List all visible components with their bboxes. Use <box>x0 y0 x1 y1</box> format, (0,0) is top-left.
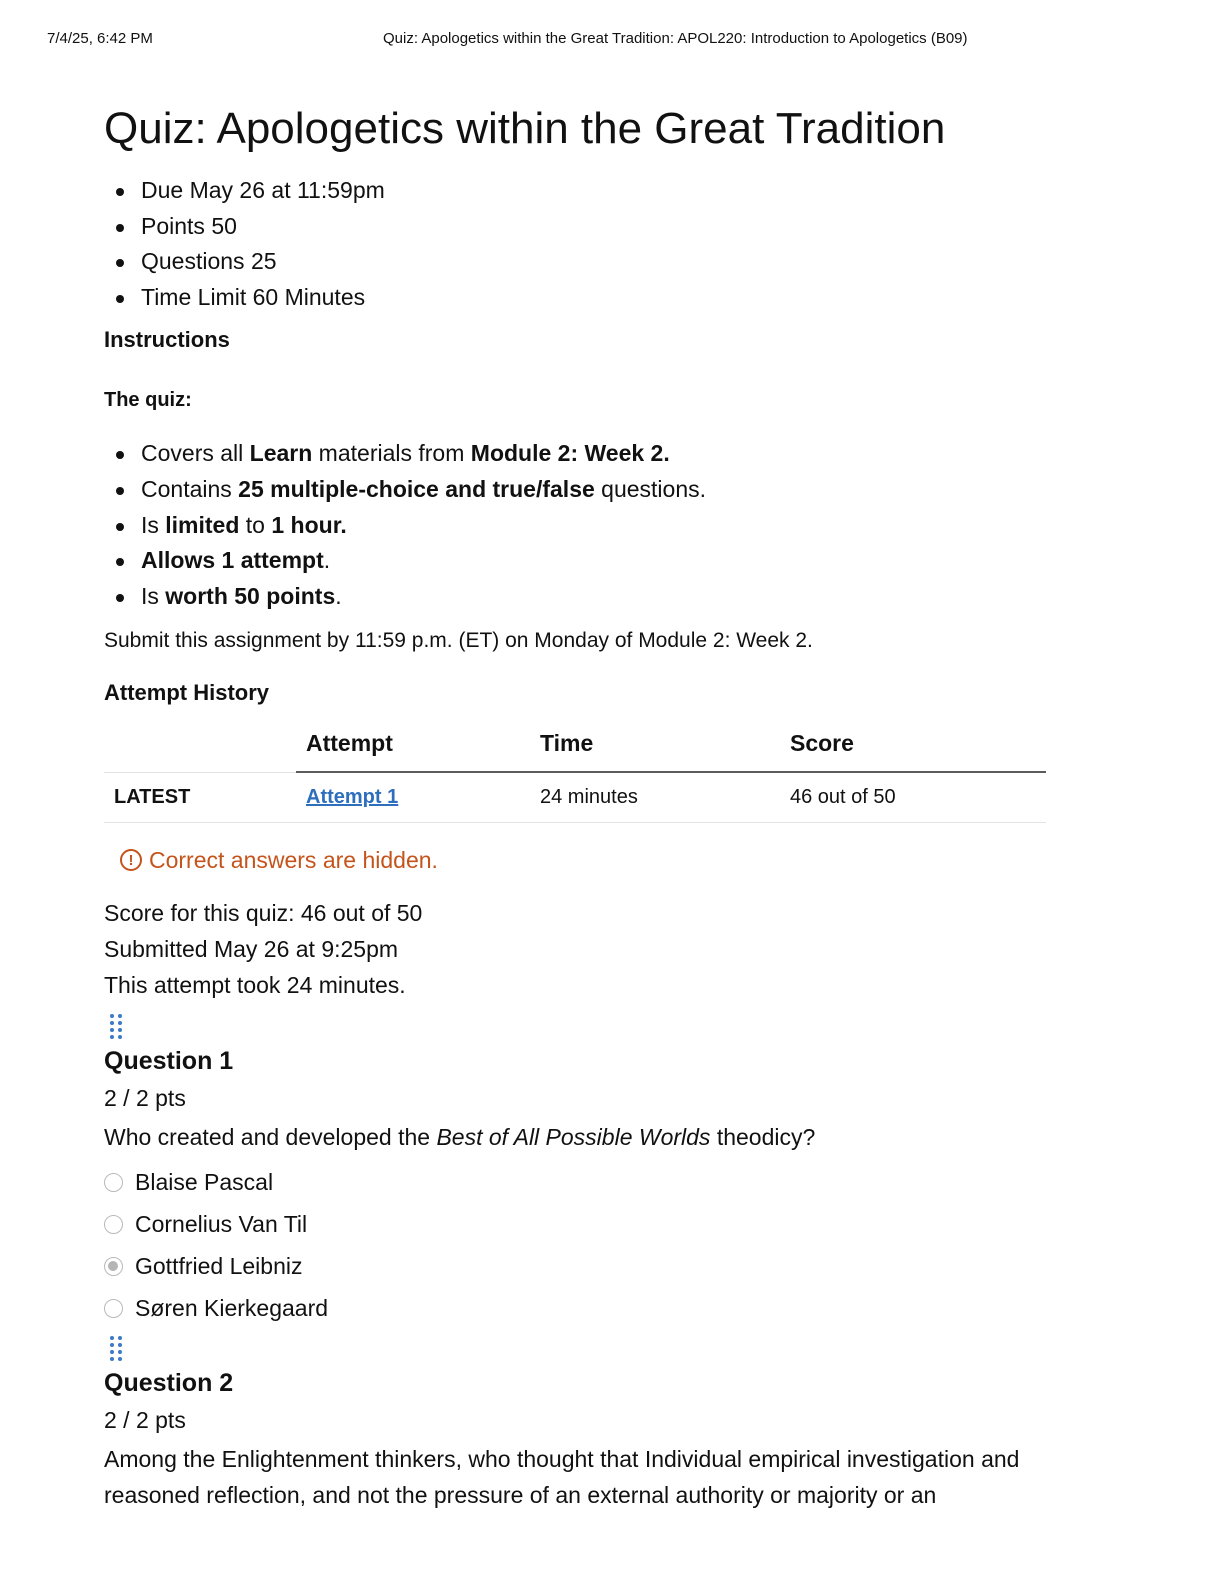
instruction-item <box>104 579 1064 615</box>
instruction-text: materials from <box>312 440 471 467</box>
question-1 <box>104 1045 1064 1329</box>
instruction-text: Contains <box>141 475 239 502</box>
attempt-1-link[interactable]: Attempt 1 <box>306 786 399 809</box>
instructions-heading: Instructions <box>104 327 230 353</box>
drag-handle-icon[interactable] <box>108 1013 124 1039</box>
latest-label: LATEST <box>114 786 191 809</box>
submitted-time: Submitted May 26 at 9:25pm <box>104 935 399 962</box>
quiz-content <box>104 100 1064 1513</box>
instruction-text: Covers all <box>141 440 250 467</box>
drag-handle-icon[interactable] <box>108 1335 124 1361</box>
instruction-item <box>104 543 1064 579</box>
radio-button[interactable] <box>104 1173 123 1192</box>
instruction-bold-text: Module 2: Week 2. <box>470 440 670 467</box>
answer-option[interactable] <box>104 1203 1064 1245</box>
question-text: Among the Enlightenment thinkers, who thought that Individual empirical investigation and reasoned reflection, and not the pressure of an external authority or majority or an <box>104 1446 1020 1509</box>
question-text-part: theodicy? <box>710 1124 816 1151</box>
question-text-italic: Best of All Possible Worlds <box>436 1124 711 1151</box>
page-title: Quiz: Apologetics within the Great Tradition <box>104 104 946 153</box>
instruction-text: Is <box>141 582 166 609</box>
column-header-score: Score <box>790 730 854 757</box>
quiz-rules-heading: The quiz: <box>104 389 192 412</box>
radio-button[interactable] <box>104 1299 123 1318</box>
instructions-list <box>104 436 1064 614</box>
answer-option-selected[interactable] <box>104 1245 1064 1287</box>
instruction-text: . <box>335 582 342 609</box>
answers-hidden-text: Correct answers are hidden. <box>149 847 438 874</box>
instruction-bold-text: Learn <box>249 440 313 467</box>
question-points: 2 / 2 pts <box>104 1085 186 1112</box>
exclamation-circle-icon: ! <box>120 849 142 871</box>
question-count: Questions 25 <box>104 244 1064 280</box>
question-text-part: Who created and developed the <box>104 1124 437 1151</box>
question-2 <box>104 1367 1064 1513</box>
answer-label: Cornelius Van Til <box>135 1211 308 1238</box>
radio-button[interactable] <box>104 1215 123 1234</box>
instruction-text: questions. <box>594 475 707 502</box>
attempt-score: 46 out of 50 <box>790 786 896 809</box>
answer-option[interactable] <box>104 1287 1064 1329</box>
question-title: Question 2 <box>104 1369 234 1398</box>
question-title: Question 1 <box>104 1047 234 1076</box>
instruction-bold-text: 25 multiple-choice and true/false <box>238 475 595 502</box>
instruction-text: . <box>323 547 331 574</box>
radio-button-selected[interactable] <box>104 1257 123 1276</box>
column-header-attempt: Attempt <box>306 730 393 757</box>
table-header-divider <box>296 771 1046 773</box>
due-date: Due May 26 at 11:59pm <box>104 173 1064 209</box>
print-header <box>47 30 1184 50</box>
instruction-bold-text: limited <box>165 511 240 538</box>
instruction-text: to <box>239 511 272 538</box>
question-text <box>104 1119 1064 1155</box>
answers-hidden-notice <box>120 844 1064 876</box>
instruction-item <box>104 472 1064 508</box>
answer-option[interactable] <box>104 1161 1064 1203</box>
instruction-item <box>104 436 1064 472</box>
attempt-duration: This attempt took 24 minutes. <box>104 971 406 998</box>
instruction-text: Is <box>141 511 166 538</box>
table-divider <box>104 772 296 773</box>
attempt-summary <box>104 896 1064 1003</box>
table-bottom-divider <box>104 822 1046 823</box>
instruction-bold-text: Allows 1 attempt <box>141 547 324 574</box>
attempt-history-heading: Attempt History <box>104 680 270 706</box>
submit-note: Submit this assignment by 11:59 p.m. (ET) on Monday of Module 2: Week 2. <box>104 629 813 653</box>
instruction-item <box>104 508 1064 544</box>
answer-label: Søren Kierkegaard <box>135 1295 329 1322</box>
quiz-score: Score for this quiz: 46 out of 50 <box>104 900 423 927</box>
question-points: 2 / 2 pts <box>104 1407 186 1434</box>
instruction-bold-text: worth 50 points <box>165 582 336 609</box>
time-limit: Time Limit 60 Minutes <box>104 280 1064 316</box>
answer-options <box>104 1161 1064 1329</box>
column-header-time: Time <box>540 730 594 757</box>
attempt-history-table <box>104 728 1046 824</box>
quiz-meta-list <box>104 173 1064 315</box>
print-title: Quiz: Apologetics within the Great Tradition: APOL220: Introduction to Apologetics (B09) <box>383 30 968 47</box>
print-date: 7/4/25, 6:42 PM <box>47 30 153 47</box>
instruction-bold-text: 1 hour. <box>271 511 347 538</box>
answer-label: Blaise Pascal <box>135 1169 274 1196</box>
points: Points 50 <box>104 209 1064 245</box>
attempt-time: 24 minutes <box>540 786 638 809</box>
answer-label: Gottfried Leibniz <box>135 1253 303 1280</box>
